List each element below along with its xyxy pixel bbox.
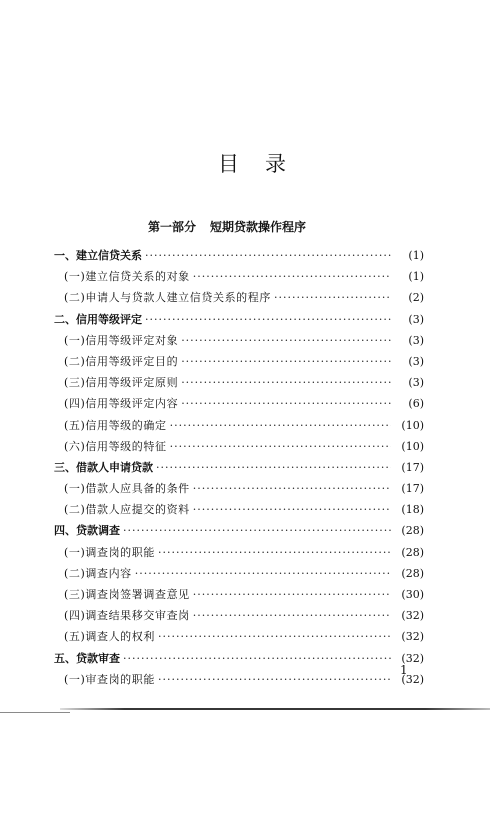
toc-entry-page: (10) <box>401 418 424 432</box>
toc-entry[interactable] <box>54 669 424 690</box>
toc-entry-page: (32) <box>401 630 424 644</box>
toc-entry[interactable] <box>54 372 424 393</box>
toc-entry-label: (三)调查岗签署调查意见 <box>64 588 190 601</box>
toc-entry-page: (10) <box>401 439 424 453</box>
toc-dot-leader <box>193 266 391 287</box>
table-of-contents <box>54 245 424 690</box>
toc-entry-page: (28) <box>401 545 424 559</box>
toc-dot-leader <box>123 648 391 669</box>
toc-entry-label: (二)申请人与贷款人建立信贷关系的程序 <box>64 291 271 305</box>
toc-entry-page: (2) <box>408 291 424 305</box>
page-title-char-2: 录 <box>265 152 312 176</box>
toc-entry-label: (六)信用等级的特征 <box>64 439 167 453</box>
page-number: 1 <box>400 663 408 677</box>
toc-entry[interactable] <box>54 542 424 563</box>
toc-entry-label: (一)信用等级评定对象 <box>64 333 179 347</box>
toc-entry-page: (1) <box>408 249 424 262</box>
toc-entry[interactable] <box>54 245 424 266</box>
toc-entry-label: (三)信用等级评定原则 <box>64 376 179 390</box>
toc-entry[interactable] <box>54 584 424 605</box>
toc-entry-label: (五)信用等级的确定 <box>64 418 167 432</box>
toc-entry[interactable] <box>54 287 424 308</box>
toc-dot-leader <box>181 351 391 372</box>
toc-entry-label: (一)借款人应具备的条件 <box>64 482 190 496</box>
toc-entry[interactable] <box>54 330 424 351</box>
toc-dot-leader <box>135 563 391 584</box>
toc-entry-page: (3) <box>408 354 424 368</box>
toc-entry-page: (28) <box>401 566 424 580</box>
part-title <box>148 218 348 235</box>
toc-entry-label: 三、借款人申请贷款 <box>54 460 153 474</box>
toc-entry[interactable] <box>54 605 424 626</box>
toc-entry-label: (一)建立信贷关系的对象 <box>64 270 190 284</box>
toc-dot-leader <box>193 499 391 520</box>
toc-dot-leader <box>158 626 391 647</box>
scan-artifact-line-left <box>0 712 70 713</box>
toc-entry-page: (17) <box>401 460 424 474</box>
toc-entry[interactable] <box>54 648 424 669</box>
toc-dot-leader <box>274 287 391 308</box>
toc-dot-leader <box>145 245 391 266</box>
part-title-name: 短期贷款操作程序 <box>210 220 307 234</box>
toc-entry-page: (17) <box>401 482 424 496</box>
toc-entry-page: (32) <box>401 609 424 623</box>
toc-entry[interactable] <box>54 351 424 372</box>
toc-entry-label: (五)调查人的权利 <box>64 630 155 644</box>
toc-dot-leader <box>158 669 391 690</box>
toc-entry[interactable] <box>54 457 424 478</box>
toc-entry-label: (一)审查岗的职能 <box>64 672 155 686</box>
toc-entry-label: (二)信用等级评定目的 <box>64 354 179 368</box>
toc-entry-page: (3) <box>408 333 424 347</box>
toc-dot-leader <box>158 542 391 563</box>
toc-entry[interactable] <box>54 499 424 520</box>
toc-entry-page: (28) <box>401 524 424 538</box>
toc-entry-label: 四、贷款调查 <box>54 524 120 538</box>
toc-entry[interactable] <box>54 436 424 457</box>
toc-entry-page: (3) <box>408 376 424 390</box>
toc-entry-page: (18) <box>401 503 424 517</box>
toc-entry-page: (30) <box>401 588 424 601</box>
toc-entry[interactable] <box>54 266 424 287</box>
toc-entry-label: (二)借款人应提交的资料 <box>64 503 190 517</box>
toc-dot-leader <box>181 393 391 414</box>
toc-entry[interactable] <box>54 393 424 414</box>
toc-entry-page: (32) <box>401 651 424 665</box>
toc-entry-label: 二、信用等级评定 <box>54 312 142 326</box>
toc-entry-page: (6) <box>408 397 424 411</box>
toc-entry[interactable] <box>54 563 424 584</box>
toc-entry[interactable] <box>54 520 424 541</box>
toc-entry[interactable] <box>54 478 424 499</box>
toc-dot-leader <box>193 584 391 605</box>
toc-dot-leader <box>170 415 391 436</box>
toc-entry[interactable] <box>54 309 424 330</box>
toc-entry[interactable] <box>54 415 424 436</box>
toc-dot-leader <box>156 457 391 478</box>
toc-entry-page: (1) <box>408 270 424 284</box>
toc-entry-label: (四)信用等级评定内容 <box>64 397 179 411</box>
toc-dot-leader <box>181 330 391 351</box>
part-title-number: 第一部分 <box>148 220 197 234</box>
toc-entry-label: 一、建立信贷关系 <box>54 249 142 262</box>
toc-dot-leader <box>170 436 391 457</box>
toc-entry-page: (3) <box>408 312 424 326</box>
toc-dot-leader <box>193 478 391 499</box>
page-title-char-1: 目 <box>218 152 265 176</box>
toc-entry-label: (四)调查结果移交审查岗 <box>64 609 190 623</box>
toc-entry[interactable] <box>54 626 424 647</box>
toc-entry-label: 五、贷款审查 <box>54 651 120 665</box>
toc-entry-label: (二)调查内容 <box>64 566 132 580</box>
scan-artifact-line <box>60 708 490 710</box>
toc-dot-leader <box>123 520 391 541</box>
toc-entry-label: (一)调查岗的职能 <box>64 545 155 559</box>
toc-dot-leader <box>145 309 391 330</box>
toc-dot-leader <box>193 605 391 626</box>
page-title <box>0 148 504 178</box>
toc-dot-leader <box>181 372 391 393</box>
toc-entry-page: (32) <box>401 672 424 686</box>
